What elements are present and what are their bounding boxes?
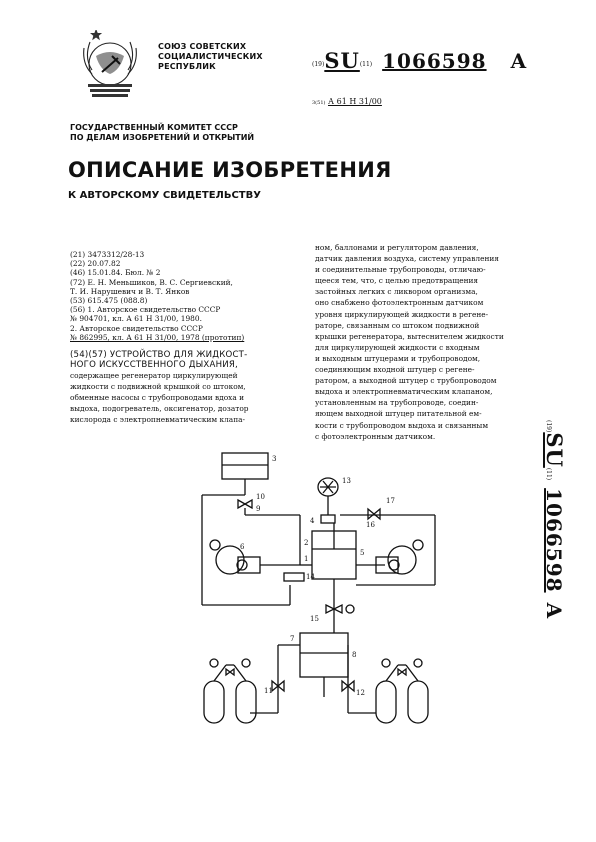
code-11: (11) xyxy=(359,61,373,68)
patent-number: 1066598 xyxy=(542,488,566,593)
invention-title-line: НОГО ИСКУССТВЕННОГО ДЫХАНИЯ, xyxy=(70,360,238,371)
abstract-line: кости с трубопроводом выдоха и связанным xyxy=(315,420,489,430)
label-2: 2 xyxy=(304,539,309,547)
sensor-4 xyxy=(321,515,335,523)
abstract-line: и выходным штуцерами и трубопроводом, xyxy=(315,353,481,363)
invention-title-line: (54)(57) УСТРОЙСТВО ДЛЯ ЖИДКОСТ- xyxy=(70,350,248,361)
gauge-right xyxy=(413,540,423,550)
label-6: 6 xyxy=(240,543,245,551)
abstract-line: датчик давления воздуха, систему управления xyxy=(315,254,499,264)
label-7: 7 xyxy=(290,635,295,643)
label-10: 10 xyxy=(256,493,265,501)
cylinder-7 xyxy=(300,633,348,677)
abstract-line: оно снабжено фотоэлектронным датчиком xyxy=(315,298,484,308)
abstract-continued xyxy=(315,242,537,442)
vertical-publication-number xyxy=(537,420,567,660)
document-subtitle: К АВТОРСКОМУ СВИДЕТЕЛЬСТВУ xyxy=(68,190,261,201)
biblio-line: Т. И. Нарушевич и В. Т. Янков xyxy=(70,286,190,296)
abstract-line: жидкости с подвижной крышкой со штоком, xyxy=(70,382,246,392)
ipc-class xyxy=(312,97,382,106)
abstract-line: раторе, связанным со штоком подвижной xyxy=(315,320,480,330)
label-9: 9 xyxy=(256,505,261,513)
biblio-line: (22) 20.07.82 xyxy=(70,259,121,269)
country-code: SU xyxy=(324,48,360,73)
abstract-line: ратором, а выходной штуцер с трубопроводом xyxy=(315,376,497,386)
biblio-line: (53) 615.475 (088.8) xyxy=(70,296,148,306)
abstract-line: и соединительные трубопроводы, отличаю- xyxy=(315,265,486,275)
biblio-line: № 904701, кл. А 61 Н 31/00, 1980. xyxy=(70,314,202,324)
label-1: 1 xyxy=(304,555,309,563)
abstract-line: установленным на трубопроводе, соедин- xyxy=(315,398,479,408)
valve-17 xyxy=(368,509,380,519)
label-13: 13 xyxy=(342,477,351,485)
label-16: 16 xyxy=(366,521,375,529)
label-14: 14 xyxy=(306,573,315,581)
patent-number: 1066598 xyxy=(382,49,487,73)
state-emblem xyxy=(72,30,148,102)
apparatus-schematic xyxy=(180,445,450,735)
publication-number xyxy=(312,48,526,73)
abstract-line: кислорода с электропневматическим клапа- xyxy=(70,415,246,425)
abstract-line: содержащее регенератор циркулирующей xyxy=(70,371,238,381)
abstract-line: уровня циркулирующей жидкости в регене- xyxy=(315,309,489,319)
label-5: 5 xyxy=(360,549,365,557)
abstract-line: обменные насосы с трубопроводами вдоха и xyxy=(70,393,245,403)
abstract-line: для циркулирующей жидкости с входным xyxy=(315,342,480,352)
abstract-line: ном, баллонами и регулятором давления, xyxy=(315,243,479,252)
cylinder-3 xyxy=(222,453,268,479)
gas-cylinder-right xyxy=(376,681,396,723)
label-11: 11 xyxy=(264,687,273,695)
code-19: (19) xyxy=(545,420,552,433)
country-block xyxy=(158,42,263,72)
element-14 xyxy=(284,573,304,581)
ipc-value: А 61 Н 31/00 xyxy=(328,97,382,106)
gauge-left xyxy=(210,540,220,550)
kind-code: A xyxy=(542,602,566,619)
label-17: 17 xyxy=(386,497,395,505)
country-code: SU xyxy=(542,432,567,468)
label-4: 4 xyxy=(310,517,315,525)
label-15: 15 xyxy=(310,615,319,623)
bibliographic-data xyxy=(70,250,298,426)
code-19: (19) xyxy=(312,61,325,68)
biblio-line: 2. Авторское свидетельство СССР xyxy=(70,323,203,333)
gas-cylinder-left xyxy=(204,681,224,723)
biblio-line: (46) 15.01.84. Бюл. № 2 xyxy=(70,268,161,278)
biblio-line: № 862995, кл. А 61 Н 31/00, 1978 (прототип) xyxy=(70,332,245,342)
abstract-line: крышки регенератора, вытеснителем жидкости xyxy=(315,331,504,341)
biblio-line: (56) 1. Авторское свидетельство СССР xyxy=(70,305,221,315)
valve-10 xyxy=(238,500,252,508)
abstract-line: с фотоэлектронным датчиком. xyxy=(315,431,436,441)
abstract-line: застойных легких с ликвором организма, xyxy=(315,287,478,297)
label-8: 8 xyxy=(352,651,357,659)
committee-line: ГОСУДАРСТВЕННЫЙ КОМИТЕТ СССР xyxy=(70,123,238,132)
committee-block xyxy=(70,123,254,143)
ipc-prefix: 3(51) xyxy=(312,100,326,106)
kind-code: A xyxy=(510,49,527,73)
code-11: (11) xyxy=(545,467,552,481)
abstract-line: яющем выходной штуцер питательной ем- xyxy=(315,409,482,419)
country-line: РЕСПУБЛИК xyxy=(158,62,216,71)
country-line: СОЦИАЛИСТИЧЕСКИХ xyxy=(158,52,263,61)
biblio-line: (21) 3473312/28-13 xyxy=(70,250,145,259)
biblio-line: (72) Е. Н. Меньшиков, В. С. Сергиевский, xyxy=(70,277,233,287)
label-12: 12 xyxy=(356,689,365,697)
country-line: СОЮЗ СОВЕТСКИХ xyxy=(158,42,247,51)
label-3: 3 xyxy=(272,455,277,463)
document-title: ОПИСАНИЕ ИЗОБРЕТЕНИЯ xyxy=(68,158,392,182)
abstract-line: выдоха и электропневматическим клапаном, xyxy=(315,387,493,397)
abstract-line: выдоха, подогреватель, оксигенатор, дозатор xyxy=(70,404,249,414)
abstract-line: щееся тем, что, с целью предотвращения xyxy=(315,276,479,286)
committee-line: ПО ДЕЛАМ ИЗОБРЕТЕНИЙ И ОТКРЫТИЙ xyxy=(70,133,255,142)
abstract-line: соединяющим входной штуцер с регене- xyxy=(315,365,475,375)
